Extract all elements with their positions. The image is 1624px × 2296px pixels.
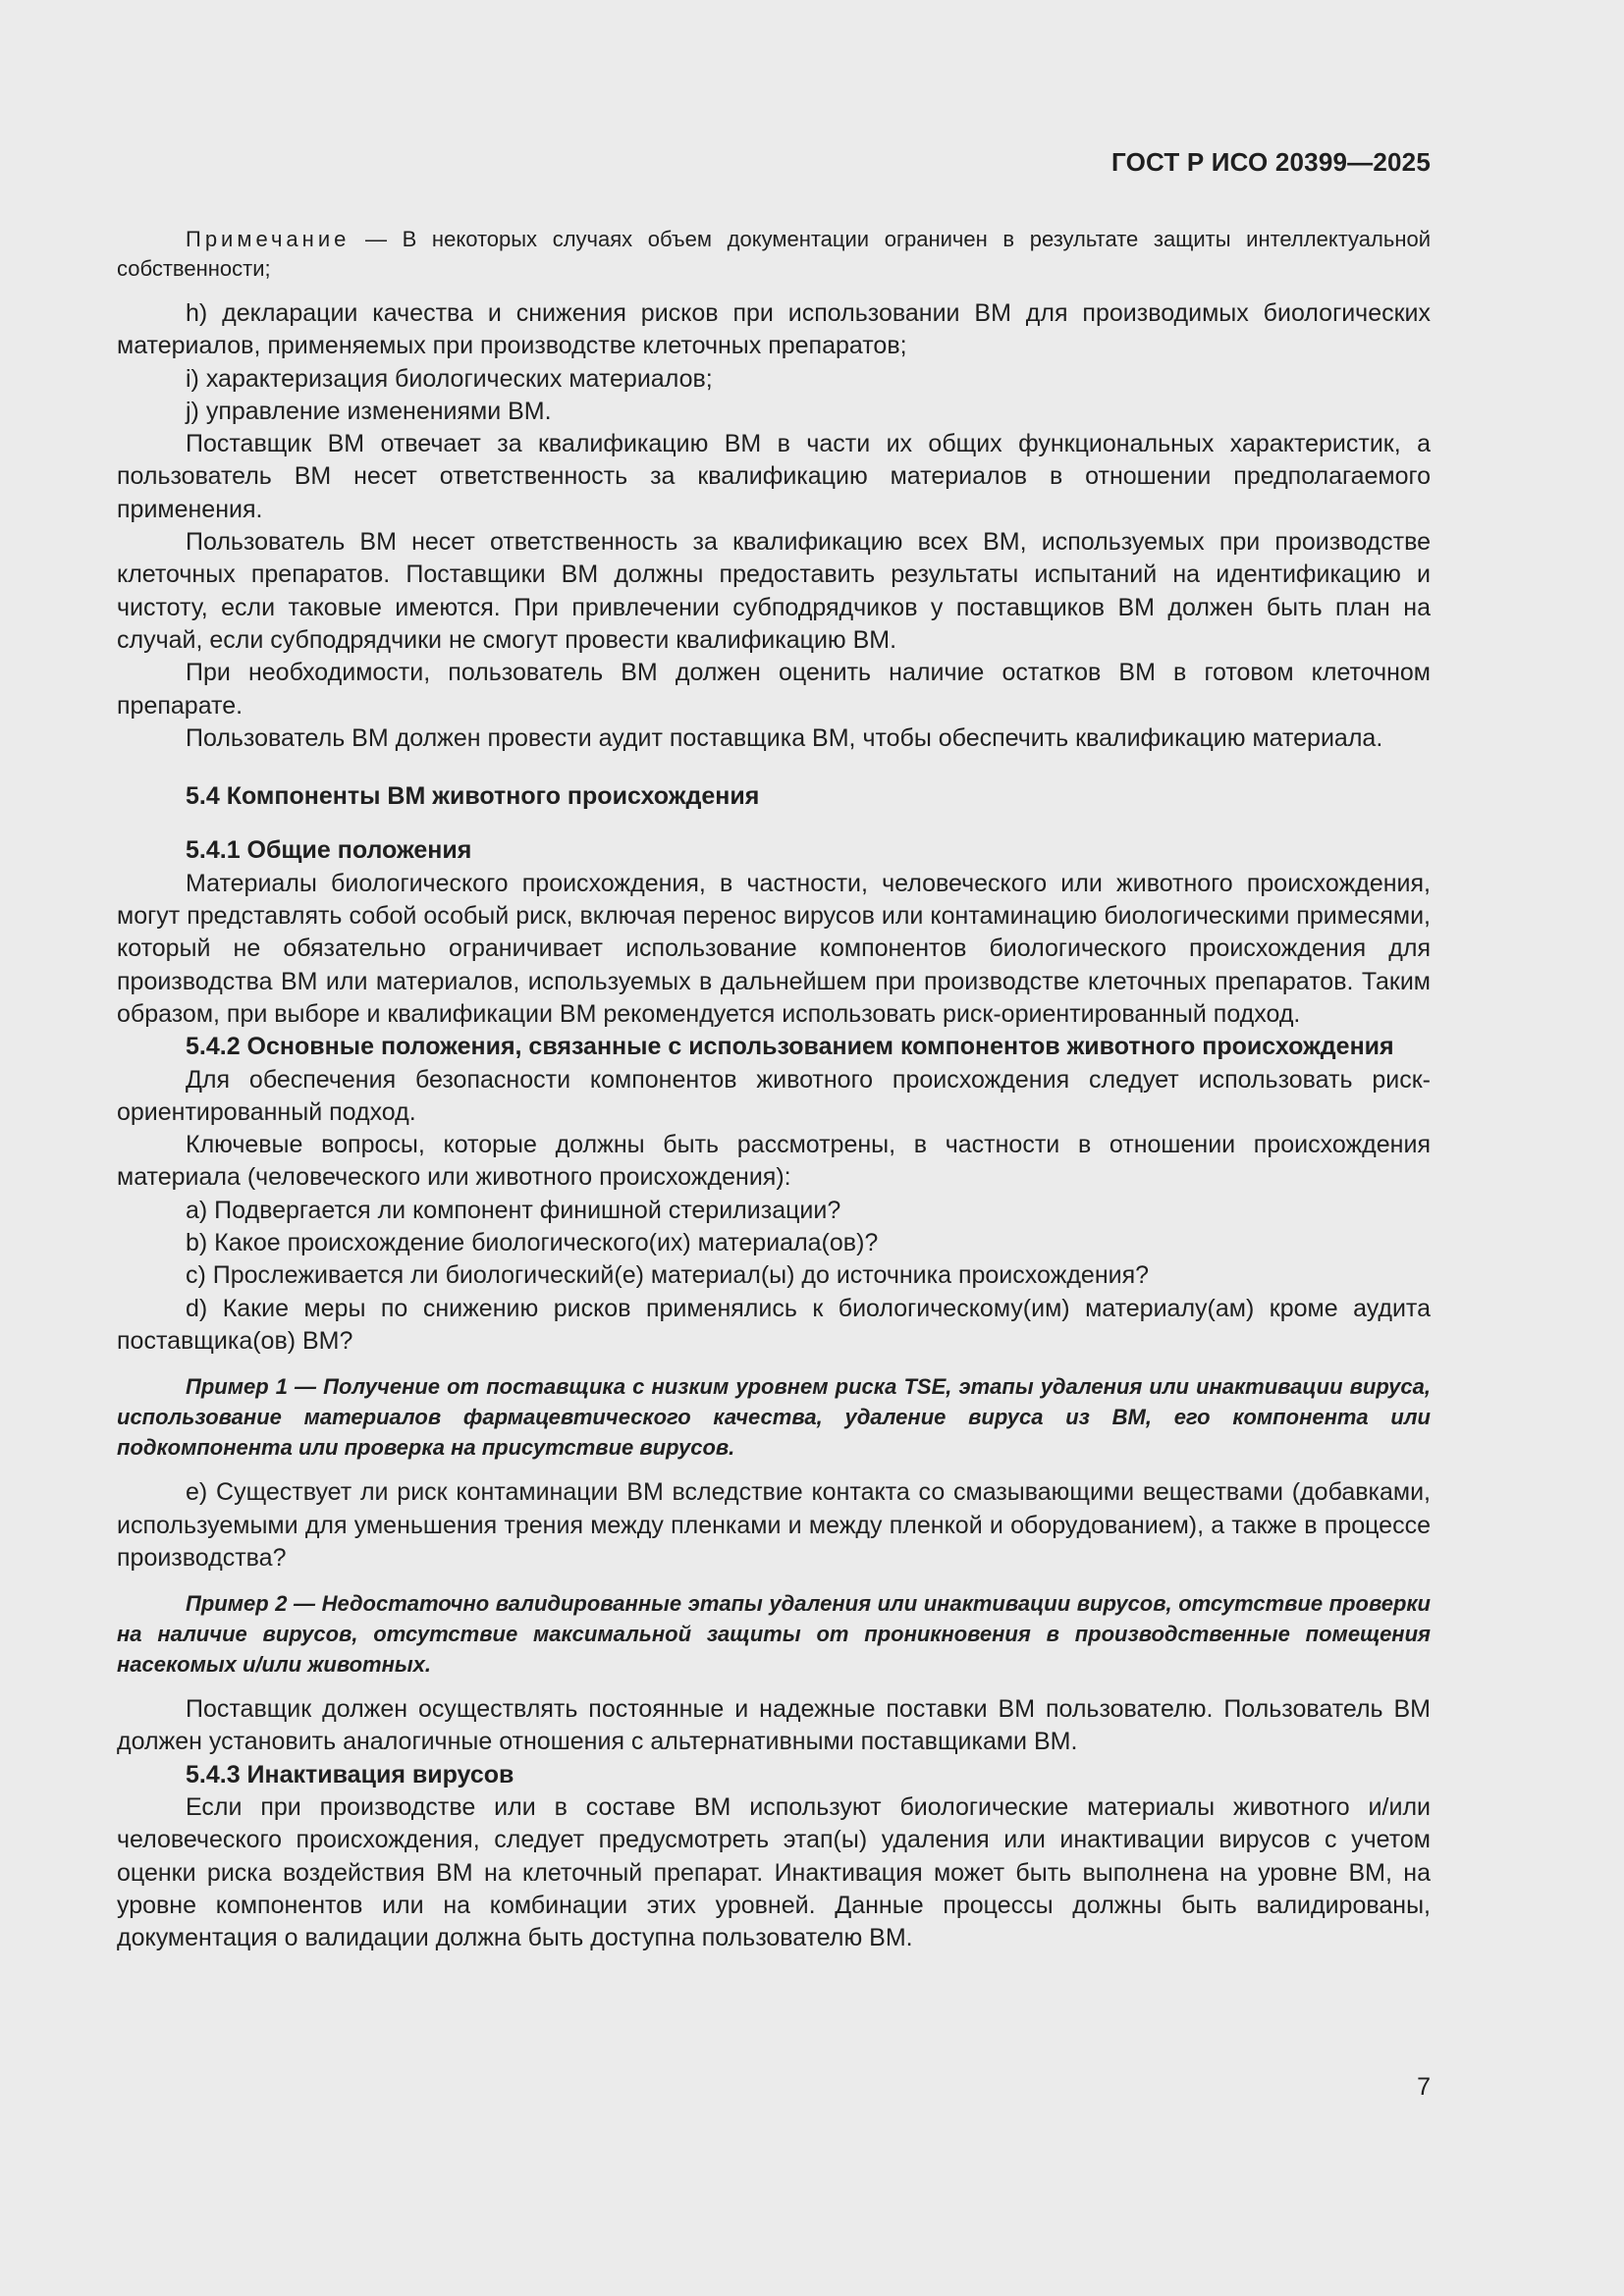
example-1: Пример 1 — Получение от поставщика с низким уровнем риска TSE, этапы удаления или инактивации вируса, использование материалов фармацевтического качества, удаление вируса из ВМ, его компонента или подкомпонента или проверка на присутствие вирусов. [117,1374,1431,1461]
section-heading-5-4-2: 5.4.2 Основные положения, связанные с использованием компонентов животного происхождения [186,1033,1394,1061]
list-item-c: c) Прослеживается ли биологический(е) материал(ы) до источника происхождения? [186,1261,1150,1290]
paragraph: Пользователь ВМ должен провести аудит поставщика ВМ, чтобы обеспечить квалификацию материала. [186,723,1383,752]
list-item-a: a) Подвергается ли компонент финишной стерилизации? [186,1196,841,1224]
paragraph: При необходимости, пользователь ВМ должен оценить наличие остатков ВМ в готовом клеточном препарате. [117,659,1431,720]
example-2: Пример 2 — Недостаточно валидированные этапы удаления или инактивации вирусов, отсутствие проверки на наличие вирусов, отсутствие максимальной защиты от проникновения в производственные помещения насекомых и/или животных. [117,1591,1431,1678]
note-text: — В некоторых случаях объем документации ограничен в результате защиты интеллектуальной собственности; [117,227,1431,281]
document-body [117,225,1431,1954]
list-item-i: i) характеризация биологических материалов; [186,364,713,393]
document-page [117,0,1431,2296]
list-item-h: h) декларации качества и снижения рисков при использовании ВМ для производимых биологических материалов, применяемых при производстве клеточных препаратов; [117,299,1431,360]
note-paragraph [117,225,1431,284]
paragraph: Поставщик ВМ отвечает за квалификацию ВМ в части их общих функциональных характеристик, а пользователь ВМ несет ответственность за квалификацию материалов в отношении предполагаемого применения. [117,430,1431,523]
paragraph: Для обеспечения безопасности компонентов животного происхождения следует использовать риск-ориентированный подход. [117,1065,1431,1126]
list-item-d: d) Какие меры по снижению рисков применялись к биологическому(им) материалу(ам) кроме аудита поставщика(ов) ВМ? [117,1294,1431,1355]
list-item-j: j) управление изменениями ВМ. [186,397,552,425]
section-heading-5-4: 5.4 Компоненты ВМ животного происхождения [186,782,760,811]
paragraph: Пользователь ВМ несет ответственность за квалификацию всех ВМ, используемых при производстве клеточных препаратов. Поставщики ВМ должны предоставить результаты испытаний на идентификацию и чистоту, если таковые имеются. При привлечении субподрядчиков у поставщиков ВМ должен быть план на случай, если субподрядчики не смогут провести квалификацию ВМ. [117,528,1431,654]
list-item-e: e) Существует ли риск контаминации ВМ вследствие контакта со смазывающими веществами (добавками, используемыми для уменьшения трения между пленками и между пленкой и оборудованием), а также в процессе производства? [117,1478,1431,1572]
paragraph: Поставщик должен осуществлять постоянные и надежные поставки ВМ пользователю. Пользователь ВМ должен установить аналогичные отношения с альтернативными поставщиками ВМ. [117,1695,1431,1756]
note-label: Примечание [186,227,351,251]
section-heading-5-4-3: 5.4.3 Инактивация вирусов [186,1760,514,1789]
document-header: ГОСТ Р ИСО 20399—2025 [1110,147,1431,177]
paragraph: Материалы биологического происхождения, в частности, человеческого или животного происхождения, могут представлять собой особый риск, включая перенос вирусов или контаминацию биологическими примесями, который не обязательно ограничивает использование компонентов биологического происхождения для производства ВМ или материалов, используемых в дальнейшем при производстве клеточных препаратов. Таким образом, при выборе и квалификации ВМ рекомендуется использовать риск-ориентированный подход. [117,869,1431,1028]
paragraph: Ключевые вопросы, которые должны быть рассмотрены, в частности в отношении происхождения материала (человеческого или животного происхождения): [117,1131,1431,1192]
list-item-b: b) Какое происхождение биологического(их) материала(ов)? [186,1229,879,1257]
section-heading-5-4-1: 5.4.1 Общие положения [186,836,472,865]
page-number: 7 [1417,2073,1431,2101]
paragraph: Если при производстве или в составе ВМ используют биологические материалы животного и/или человеческого происхождения, следует предусмотреть этап(ы) удаления или инактивации вирусов с учетом оценки риска воздействия ВМ на клеточный препарат. Инактивация может быть выполнена на уровне ВМ, на уровне компонентов или на комбинации этих уровней. Данные процессы должны быть валидированы, документация о валидации должна быть доступна пользователю ВМ. [117,1792,1431,1952]
